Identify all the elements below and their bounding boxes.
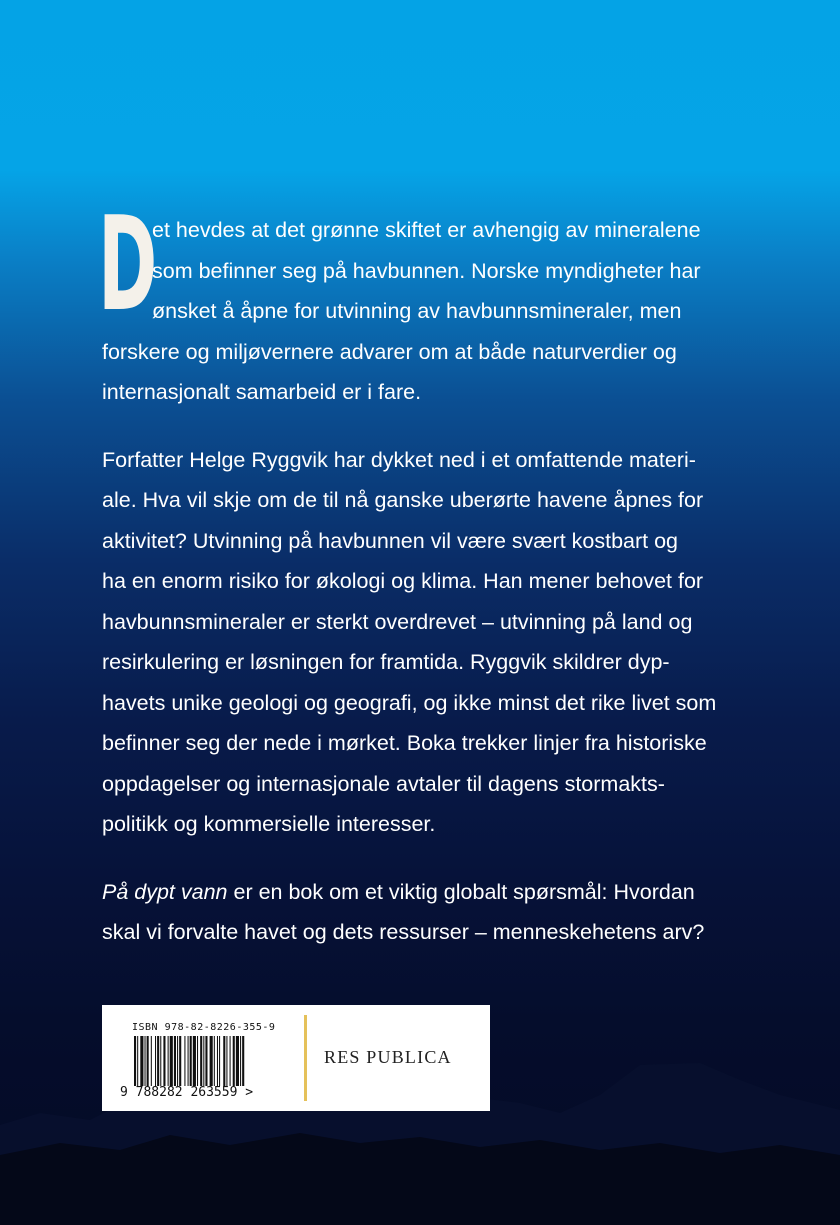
barcode-bar	[155, 1036, 156, 1086]
text-line: ønsket å åpne for utvinning av havbunnsmineraler, men	[152, 299, 682, 323]
barcode-bar	[200, 1036, 202, 1086]
barcode-bar	[160, 1036, 161, 1086]
text-line: politikk og kommersielle interesser.	[102, 812, 436, 836]
text-fragment: er en bok om et viktig globalt spørsmål: Hvordan	[227, 879, 695, 904]
text-line: skal vi forvalte havet og dets ressurser – menneskehetens arv?	[102, 920, 705, 944]
text-line: havbunnsmineraler er sterkt overdrevet – utvinning på land og	[102, 609, 693, 634]
barcode-bar	[242, 1036, 244, 1086]
barcode-bar	[188, 1036, 189, 1086]
book-title-italic: På dypt vann	[102, 879, 228, 904]
barcode-bar	[226, 1036, 227, 1086]
barcode-bar	[140, 1036, 143, 1086]
text-line: oppdagelser og internasjonale avtaler til dagens stormakts-	[102, 771, 665, 796]
barcode-bar	[151, 1036, 152, 1086]
text-line: befinner seg der nede i mørket. Boka trekker linjer fra historiske	[102, 731, 707, 755]
barcode-bar	[145, 1036, 146, 1086]
barcode-bar	[236, 1036, 239, 1086]
isbn-number: ISBN 978-82-8226-355-9	[132, 1022, 276, 1033]
barcode-bar	[184, 1036, 185, 1086]
barcode-digits: 9 788282 263559 >	[120, 1085, 254, 1100]
paragraph-intro	[98, 188, 782, 413]
barcode-bar	[147, 1036, 149, 1086]
label-divider	[304, 1015, 307, 1101]
barcode	[134, 1036, 284, 1086]
barcode-bar	[174, 1036, 176, 1086]
text-line: Forfatter Helge Ryggvik har dykket ned i et omfattende materi-	[102, 447, 696, 472]
barcode-bar	[197, 1036, 198, 1086]
barcode-bar	[210, 1036, 213, 1086]
barcode-bar	[240, 1036, 241, 1086]
barcode-bar	[177, 1036, 178, 1086]
barcode-bar	[193, 1036, 196, 1086]
text-line: resirkulering er løsningen for framtida. Ryggvik skildrer dyp-	[102, 650, 670, 674]
text-line: havets unike geologi og geografi, og ikke minst det rike livet som	[102, 690, 717, 715]
publisher-name: RES PUBLICA	[324, 1047, 452, 1067]
barcode-bar	[190, 1036, 192, 1086]
paragraph-conclusion	[102, 872, 782, 953]
text-line: internasjonalt samarbeid er i fare.	[102, 380, 422, 404]
text-line: et hevdes at det grønne skiftet er avhengig av mineralene	[152, 218, 701, 242]
barcode-bar	[217, 1036, 218, 1086]
barcode-bar	[230, 1036, 231, 1086]
text-line	[102, 872, 782, 913]
barcode-bar	[157, 1036, 159, 1086]
barcode-bar	[223, 1036, 225, 1086]
drop-cap: D	[98, 188, 158, 340]
barcode-bar	[179, 1036, 181, 1086]
text-line: ale. Hva vil skje om de til nå ganske uberørte havene åpnes for	[102, 488, 704, 512]
barcode-bar	[205, 1036, 207, 1086]
barcode-bar	[233, 1036, 235, 1086]
barcode-bar	[137, 1036, 138, 1086]
paragraph-author	[102, 440, 782, 845]
barcode-bar	[203, 1036, 204, 1086]
blurb-text	[98, 188, 782, 980]
barcode-bar	[134, 1036, 136, 1086]
barcode-bar	[219, 1036, 220, 1086]
barcode-bar	[163, 1036, 165, 1086]
text-line: forskere og miljøvernere advarer om at både naturverdier og	[102, 339, 677, 364]
text-line: ha en enorm risiko for økologi og klima. Han mener behovet for	[102, 569, 704, 593]
barcode-bar	[170, 1036, 173, 1086]
text-line: som befinner seg på havbunnen. Norske myndigheter har	[152, 258, 701, 283]
text-line: aktivitet? Utvinning på havbunnen vil være svært kostbart og	[102, 528, 679, 553]
barcode-bar	[168, 1036, 169, 1086]
barcode-bar	[214, 1036, 215, 1086]
isbn-label	[102, 1005, 490, 1111]
